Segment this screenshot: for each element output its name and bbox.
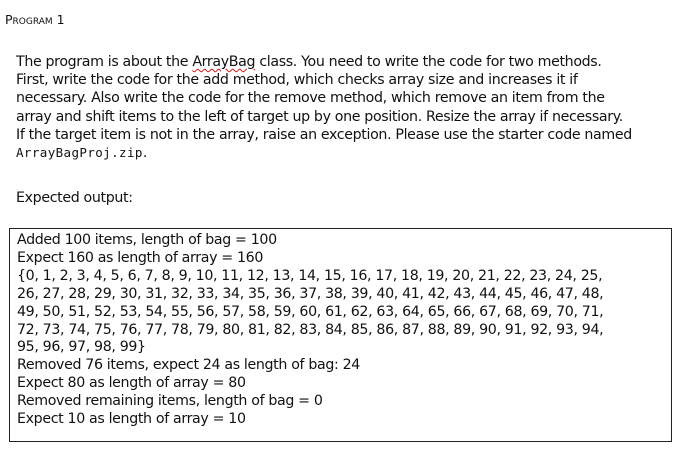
output-line: {0, 1, 2, 3, 4, 5, 6, 7, 8, 9, 10, 11, 12, 13, 14, 15, 16, 17, 18, 19, 20, 21, 22, 23, 24, 25,	[17, 267, 603, 284]
description-line-5: If the target item is not in the array, raise an exception. Please use the starter code named	[16, 126, 632, 143]
starter-file-name: ArrayBagProj.zip	[16, 145, 143, 161]
output-line: Expect 10 as length of array = 10	[17, 411, 246, 428]
description-line-1	[16, 53, 676, 71]
output-line: 49, 50, 51, 52, 53, 54, 55, 56, 57, 58, 59, 60, 61, 62, 63, 64, 65, 66, 67, 68, 69, 70, 71,	[17, 303, 604, 320]
description-line-3: necessary. Also write the code for the remove method, which remove an item from the	[16, 90, 605, 107]
output-line: Added 100 items, length of bag = 100	[17, 232, 277, 248]
program-heading: Program 1	[5, 12, 65, 27]
description-line-2: First, write the code for the add method, which checks array size and increases it if	[16, 72, 578, 89]
output-line: Removed 76 items, expect 24 as length of bag: 24	[17, 357, 360, 374]
expected-output-box	[9, 228, 672, 442]
description-text: The program is about the	[16, 54, 193, 70]
output-line: Expect 80 as length of array = 80	[17, 375, 246, 392]
description-text: class. You need to write the code for two methods.	[255, 54, 602, 70]
output-line: Removed remaining items, length of bag = 0	[17, 393, 323, 410]
spellcheck-word: ArrayBag	[192, 54, 256, 70]
description-line-6	[16, 144, 676, 162]
description-text: .	[142, 145, 147, 162]
output-line: 26, 27, 28, 29, 30, 31, 32, 33, 34, 35, 36, 37, 38, 39, 40, 41, 42, 43, 44, 45, 46, 47, 48,	[17, 285, 604, 302]
expected-output-label: Expected output:	[16, 190, 133, 206]
output-line: 72, 73, 74, 75, 76, 77, 78, 79, 80, 81, 82, 83, 84, 85, 86, 87, 88, 89, 90, 91, 92, 93, 94,	[17, 321, 604, 338]
output-line: 95, 96, 97, 98, 99}	[17, 339, 146, 356]
description-line-4: array and shift items to the left of target up by one position. Resize the array if necessary.	[16, 108, 623, 125]
output-line: Expect 160 as length of array = 160	[17, 249, 264, 266]
program-description	[16, 53, 676, 162]
